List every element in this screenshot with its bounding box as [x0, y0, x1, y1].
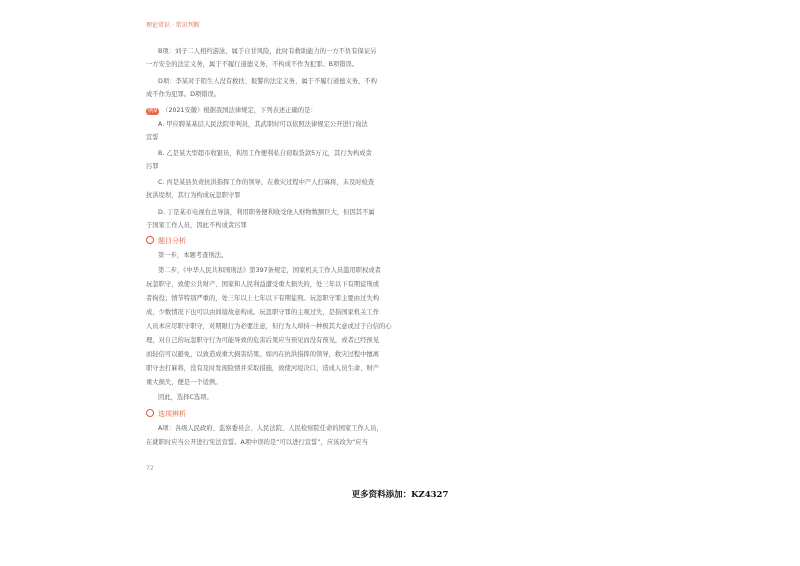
- question-tag: 例9: [148, 108, 158, 114]
- option-b-cont: 污罪: [146, 163, 159, 170]
- option-d: D. 丁是某市电视台总导演，利用职务便利收受他人财物数额巨大，但因其不属: [158, 209, 375, 216]
- section-title-options: [146, 409, 186, 419]
- analysis-line: 重大损失，便是一个适例。: [146, 379, 222, 386]
- page-number: 72: [146, 465, 154, 472]
- analysis-line: 理，对自己的玩忽职守行为可能导致的危害后果应当预见而没有预见，或者已经预见: [146, 337, 379, 344]
- option-c-cont: 抗洪堤坝，其行为构成玩忽职守罪: [146, 192, 241, 199]
- section-title-text: 题目分析: [158, 237, 186, 245]
- text-line: 成不作为犯罪。D项错误。: [146, 91, 221, 98]
- option-c: C. 丙是某县负责抗洪指挥工作的领导，在救灾过程中产人打麻将，未及时检查: [158, 179, 375, 186]
- analysis-line: 第一步，本题考查刑法。: [158, 252, 228, 259]
- option-a-cont: 宣誓: [146, 134, 159, 141]
- footer-contact: 更多资料添加：KZ4327: [351, 490, 449, 500]
- analysis-line: 因此，选择C选项。: [158, 394, 213, 401]
- analysis-line: 第二步，《中华人民共和国刑法》第397条规定，国家机关工作人员滥用职权或者: [158, 267, 381, 274]
- option-analysis-line: A项：各级人民政府、监察委员会、人民法院、人民检察院任命的国家工作人员，: [158, 425, 383, 432]
- question-stem-text: （2021安徽）根据我国法律规定，下列表述正确的是：: [162, 107, 317, 114]
- analysis-line: 成，少数情况下也可以由间接故意构成。玩忽职守罪的主观过失，是指国家机关工作: [146, 309, 379, 316]
- option-a: A. 甲应聘某基层人民法院审判员，其武职时可以依照法律规定公开进行询法: [158, 121, 368, 128]
- analysis-line: 玩忽职守，致使公共财产、国家和人民利益遭受重大损失的，处三年以下有期徒刑或: [146, 281, 379, 288]
- analysis-line: 职守去打麻将，没有及时发现险情并采取措施，致使河堤决口，造成人员生命、财产: [146, 365, 379, 372]
- analysis-line: 人员本应尽职守职守，对期限行为必要注意，但行为人却持一种极其大意或过于自信的心: [146, 323, 392, 330]
- section-title-text: 选项辨析: [158, 410, 186, 418]
- option-analysis-line: 在就职时应当公开进行宪法宣誓。A项中误的是“可以进行宣誓”，应该改为“应当: [146, 439, 368, 446]
- question-stem: [146, 107, 317, 115]
- section-circle-icon: [146, 409, 154, 417]
- option-d-cont: 于国家工作人员，因此不构成贪污罪: [146, 222, 247, 229]
- analysis-line: 而轻信可以避免，以致造成重大损害结果。如丙在抗洪指挥的领导，救灾过程中擅离: [146, 351, 379, 358]
- analysis-line: 者拘役；情节特别严重的，处三年以上七年以下有期徒刑。玩忽职守罪主要由过失构: [146, 295, 379, 302]
- section-circle-icon: [146, 236, 154, 244]
- text-line: 一方安全的法定义务，属于不履行道德义务，不构成不作为犯罪。B项错误。: [146, 61, 359, 68]
- page-header-breadcrumb: 理论常识 · 常识判断: [146, 22, 200, 29]
- option-b: B. 乙是某大型超市收银员，利用工作便利私自窃取货款5万元，其行为构成贪: [158, 150, 372, 157]
- text-line: D项：李某对于陌生人没有救扶、报警的法定义务，属于不履行道德义务，不构: [158, 78, 377, 85]
- section-title-analysis: [146, 236, 186, 246]
- text-line: B项：刘子二人相约游泳，属于自甘风险，此时有救助能力的一方不负有保证另: [158, 48, 377, 55]
